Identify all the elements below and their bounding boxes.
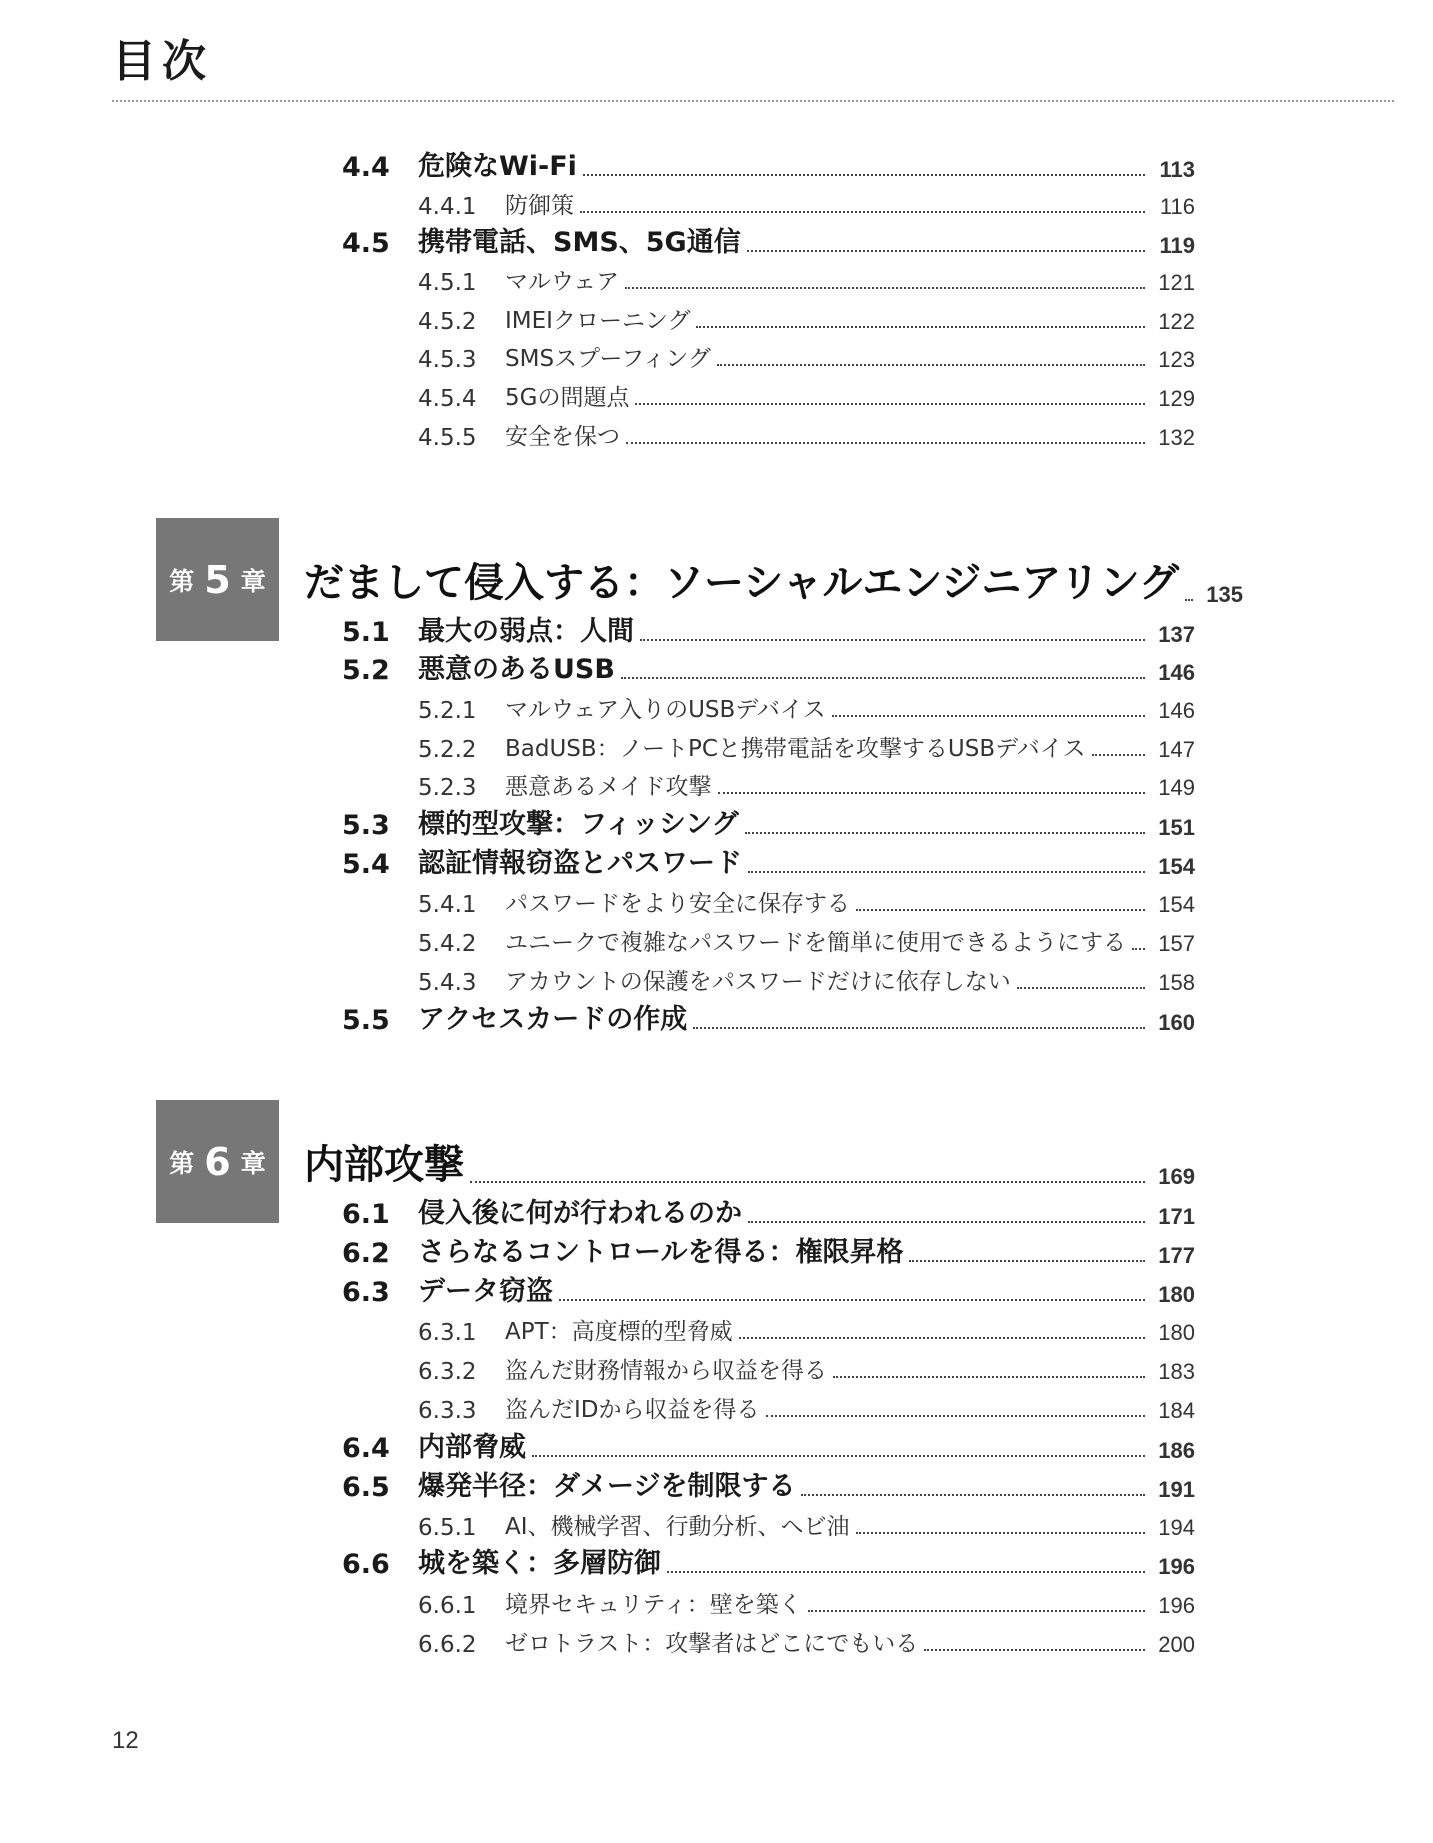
toc-section-entry [342, 1465, 1195, 1503]
entry-title: 危険なWi-Fi [418, 151, 577, 182]
toc-subsection-entry [418, 339, 1195, 373]
toc-section-entry [342, 1426, 1195, 1464]
toc-subsection-entry [418, 186, 1195, 220]
entry-title: マルウェア [505, 269, 620, 295]
entry-page-number: 137 [1158, 622, 1195, 647]
entry-page-number: 132 [1158, 425, 1195, 450]
entry-number: 6.6.2 [418, 1632, 477, 1658]
entry-number: 4.4 [342, 152, 390, 183]
entry-title: アクセスカードの作成 [418, 1004, 688, 1035]
dot-leader [693, 1027, 1145, 1029]
entry-title: マルウェア入りのUSBデバイス [505, 697, 826, 723]
entry-title: 悪意あるメイド攻撃 [505, 774, 712, 800]
entry-number: 6.1 [342, 1199, 390, 1230]
dot-leader [856, 909, 1145, 911]
entry-page-number: 154 [1158, 892, 1195, 917]
entry-number: 5.2.1 [418, 698, 477, 724]
entry-number: 5.4.2 [418, 931, 477, 957]
dot-leader [532, 1455, 1145, 1457]
toc-chapter-entry [304, 552, 1243, 608]
toc-section-entry [342, 1231, 1195, 1269]
toc-section-entry [342, 998, 1195, 1036]
entry-title: だまして侵入する：ソーシャルエンジニアリング [304, 560, 1179, 606]
entry-page-number: 180 [1158, 1282, 1195, 1307]
entry-page-number: 123 [1158, 347, 1195, 372]
entry-page-number: 151 [1158, 815, 1195, 840]
entry-title: SMSスプーフィング [505, 346, 711, 372]
toc-subsection-entry [418, 301, 1195, 335]
entry-page-number: 121 [1158, 270, 1195, 295]
toc-subsection-entry [418, 690, 1195, 724]
toc-section-entry [342, 610, 1195, 648]
entry-number: 5.4 [342, 849, 390, 880]
entry-title: 防御策 [505, 193, 574, 219]
entry-title: ゼロトラスト：攻撃者はどこにでもいる [505, 1631, 919, 1657]
entry-number: 6.4 [342, 1433, 390, 1464]
entry-page-number: 147 [1158, 737, 1195, 762]
entry-number: 5.2.3 [418, 775, 477, 801]
entry-number: 6.5.1 [418, 1515, 477, 1541]
entry-title: APT：高度標的型脅威 [505, 1319, 733, 1345]
entry-title: 境界セキュリティ：壁を築く [505, 1592, 802, 1618]
dot-leader [640, 639, 1145, 641]
entry-page-number: 183 [1158, 1359, 1195, 1384]
entry-title: BadUSB：ノートPCと携帯電話を攻撃するUSBデバイス [505, 736, 1086, 762]
entry-number: 6.2 [342, 1238, 390, 1269]
toc-section-entry [342, 803, 1195, 841]
entry-page-number: 146 [1158, 660, 1195, 685]
entry-page-number: 158 [1158, 970, 1195, 995]
entry-page-number: 177 [1158, 1243, 1195, 1268]
entry-title: 侵入後に何が行われるのか [418, 1198, 742, 1229]
dot-leader [747, 250, 1145, 252]
dot-leader [808, 1610, 1145, 1612]
dot-leader [745, 832, 1145, 834]
entry-title: 標的型攻撃：フィッシング [418, 809, 739, 840]
dot-leader [1017, 987, 1145, 989]
entry-title: ユニークで複雑なパスワードを簡単に使用できるようにする [505, 930, 1126, 956]
entry-page-number: 154 [1158, 854, 1195, 879]
chapter-badge-number: 5 [204, 557, 231, 602]
toc-section-entry [342, 1192, 1195, 1230]
entry-number: 6.3.3 [418, 1398, 477, 1424]
entry-title: アカウントの保護をパスワードだけに依存しない [505, 969, 1011, 995]
entry-number: 6.5 [342, 1472, 390, 1503]
entry-page-number: 194 [1158, 1515, 1195, 1540]
toc-subsection-entry [418, 1507, 1195, 1541]
page-title: 目次 [112, 36, 212, 87]
chapter-badge [156, 1100, 279, 1223]
entry-number: 4.5 [342, 228, 390, 259]
toc-section-entry [342, 145, 1195, 183]
chapter-badge-prefix: 第 [169, 1148, 195, 1178]
entry-page-number: 200 [1158, 1632, 1195, 1657]
entry-page-number: 146 [1158, 698, 1195, 723]
entry-number: 6.3.1 [418, 1320, 477, 1346]
toc-section-entry [342, 1270, 1195, 1308]
entry-title: データ窃盗 [418, 1276, 553, 1307]
toc-section-entry [342, 221, 1195, 259]
dot-leader [1132, 948, 1145, 950]
entry-page-number: 122 [1158, 309, 1195, 334]
entry-number: 4.5.4 [418, 386, 477, 412]
entry-number: 5.2 [342, 655, 390, 686]
entry-page-number: 116 [1159, 194, 1195, 219]
entry-number: 4.4.1 [418, 194, 477, 220]
chapter-badge-prefix: 第 [169, 566, 195, 596]
dot-leader [696, 326, 1145, 328]
dot-leader [717, 364, 1145, 366]
entry-page-number: 186 [1158, 1438, 1195, 1463]
dot-leader [1092, 754, 1145, 756]
entry-title: 最大の弱点：人間 [418, 616, 634, 647]
toc-chapter-entry [304, 1134, 1195, 1190]
entry-page-number: 157 [1158, 931, 1195, 956]
dot-leader [856, 1532, 1145, 1534]
dot-leader [559, 1299, 1145, 1301]
toc-section-entry [342, 648, 1195, 686]
dot-leader [583, 174, 1145, 176]
toc-subsection-entry [418, 417, 1195, 451]
entry-page-number: 135 [1206, 582, 1243, 607]
dot-leader [626, 442, 1145, 444]
entry-page-number: 119 [1159, 233, 1195, 258]
entry-title: 悪意のあるUSB [418, 654, 615, 685]
entry-page-number: 196 [1158, 1593, 1195, 1618]
chapter-badge-suffix: 章 [240, 566, 266, 596]
dot-leader [635, 403, 1145, 405]
entry-page-number: 191 [1158, 1477, 1195, 1502]
entry-number: 4.5.2 [418, 309, 477, 335]
page-number: 12 [112, 1727, 139, 1754]
dot-leader [667, 1571, 1145, 1573]
toc-section-entry [342, 1542, 1195, 1580]
entry-number: 4.5.3 [418, 347, 477, 373]
dot-leader [801, 1494, 1145, 1496]
dot-leader [833, 1376, 1145, 1378]
entry-page-number: 129 [1158, 386, 1195, 411]
dot-leader [909, 1260, 1145, 1262]
chapter-badge-number: 6 [204, 1139, 231, 1184]
entry-title: IMEIクローニング [505, 308, 691, 334]
dot-leader [832, 715, 1145, 717]
dot-leader [766, 1415, 1146, 1417]
entry-number: 5.1 [342, 617, 390, 648]
entry-number: 5.3 [342, 810, 390, 841]
toc-subsection-entry [418, 1351, 1195, 1385]
entry-number: 6.6.1 [418, 1593, 477, 1619]
entry-number: 6.3 [342, 1277, 390, 1308]
dot-leader [924, 1649, 1145, 1651]
toc-subsection-entry [418, 1585, 1195, 1619]
dot-leader [718, 792, 1145, 794]
dot-leader [625, 287, 1145, 289]
entry-page-number: 160 [1158, 1010, 1195, 1035]
entry-number: 4.5.1 [418, 270, 477, 296]
toc-subsection-entry [418, 729, 1195, 763]
entry-title: 安全を保つ [505, 424, 620, 450]
dot-leader [748, 1221, 1145, 1223]
entry-title: 携帯電話、SMS、5G通信 [418, 227, 741, 258]
entry-title: 爆発半径：ダメージを制限する [418, 1471, 796, 1502]
entry-number: 5.2.2 [418, 737, 477, 763]
dot-leader [739, 1337, 1145, 1339]
entry-title: 内部攻撃 [304, 1142, 464, 1188]
toc-subsection-entry [418, 962, 1195, 996]
entry-title: 認証情報窃盗とパスワード [418, 848, 742, 879]
dot-leader [470, 1181, 1145, 1183]
toc-subsection-entry [418, 262, 1195, 296]
toc-subsection-entry [418, 923, 1195, 957]
toc-subsection-entry [418, 767, 1195, 801]
entry-number: 6.6 [342, 1549, 390, 1580]
toc-subsection-entry [418, 1624, 1195, 1658]
entry-title: 内部脅威 [418, 1432, 526, 1463]
dot-leader [580, 211, 1145, 213]
entry-number: 5.4.3 [418, 970, 477, 996]
entry-number: 5.5 [342, 1005, 390, 1036]
dot-leader [748, 871, 1145, 873]
entry-title: 盗んだIDから収益を得る [505, 1397, 760, 1423]
entry-title: 5Gの問題点 [505, 385, 630, 411]
toc-subsection-entry [418, 1390, 1195, 1424]
toc-subsection-entry [418, 1312, 1195, 1346]
entry-title: 盗んだ財務情報から収益を得る [505, 1358, 827, 1384]
entry-page-number: 169 [1158, 1164, 1195, 1189]
toc-subsection-entry [418, 378, 1195, 412]
chapter-badge-suffix: 章 [240, 1148, 266, 1178]
entry-title: パスワードをより安全に保存する [505, 891, 850, 917]
toc-section-entry [342, 842, 1195, 880]
entry-page-number: 171 [1158, 1204, 1195, 1229]
entry-title: さらなるコントロールを得る：権限昇格 [418, 1237, 904, 1268]
entry-title: AI、機械学習、行動分析、ヘビ油 [505, 1514, 850, 1540]
entry-page-number: 184 [1158, 1398, 1195, 1423]
toc-subsection-entry [418, 884, 1195, 918]
entry-number: 6.3.2 [418, 1359, 477, 1385]
entry-number: 5.4.1 [418, 892, 477, 918]
entry-page-number: 196 [1158, 1554, 1195, 1579]
entry-page-number: 113 [1159, 157, 1195, 182]
entry-title: 城を築く：多層防御 [418, 1548, 661, 1579]
dot-leader [621, 677, 1145, 679]
entry-page-number: 180 [1158, 1320, 1195, 1345]
entry-number: 4.5.5 [418, 425, 477, 451]
dot-leader [1185, 599, 1193, 601]
entry-page-number: 149 [1158, 775, 1195, 800]
chapter-badge [156, 518, 279, 641]
